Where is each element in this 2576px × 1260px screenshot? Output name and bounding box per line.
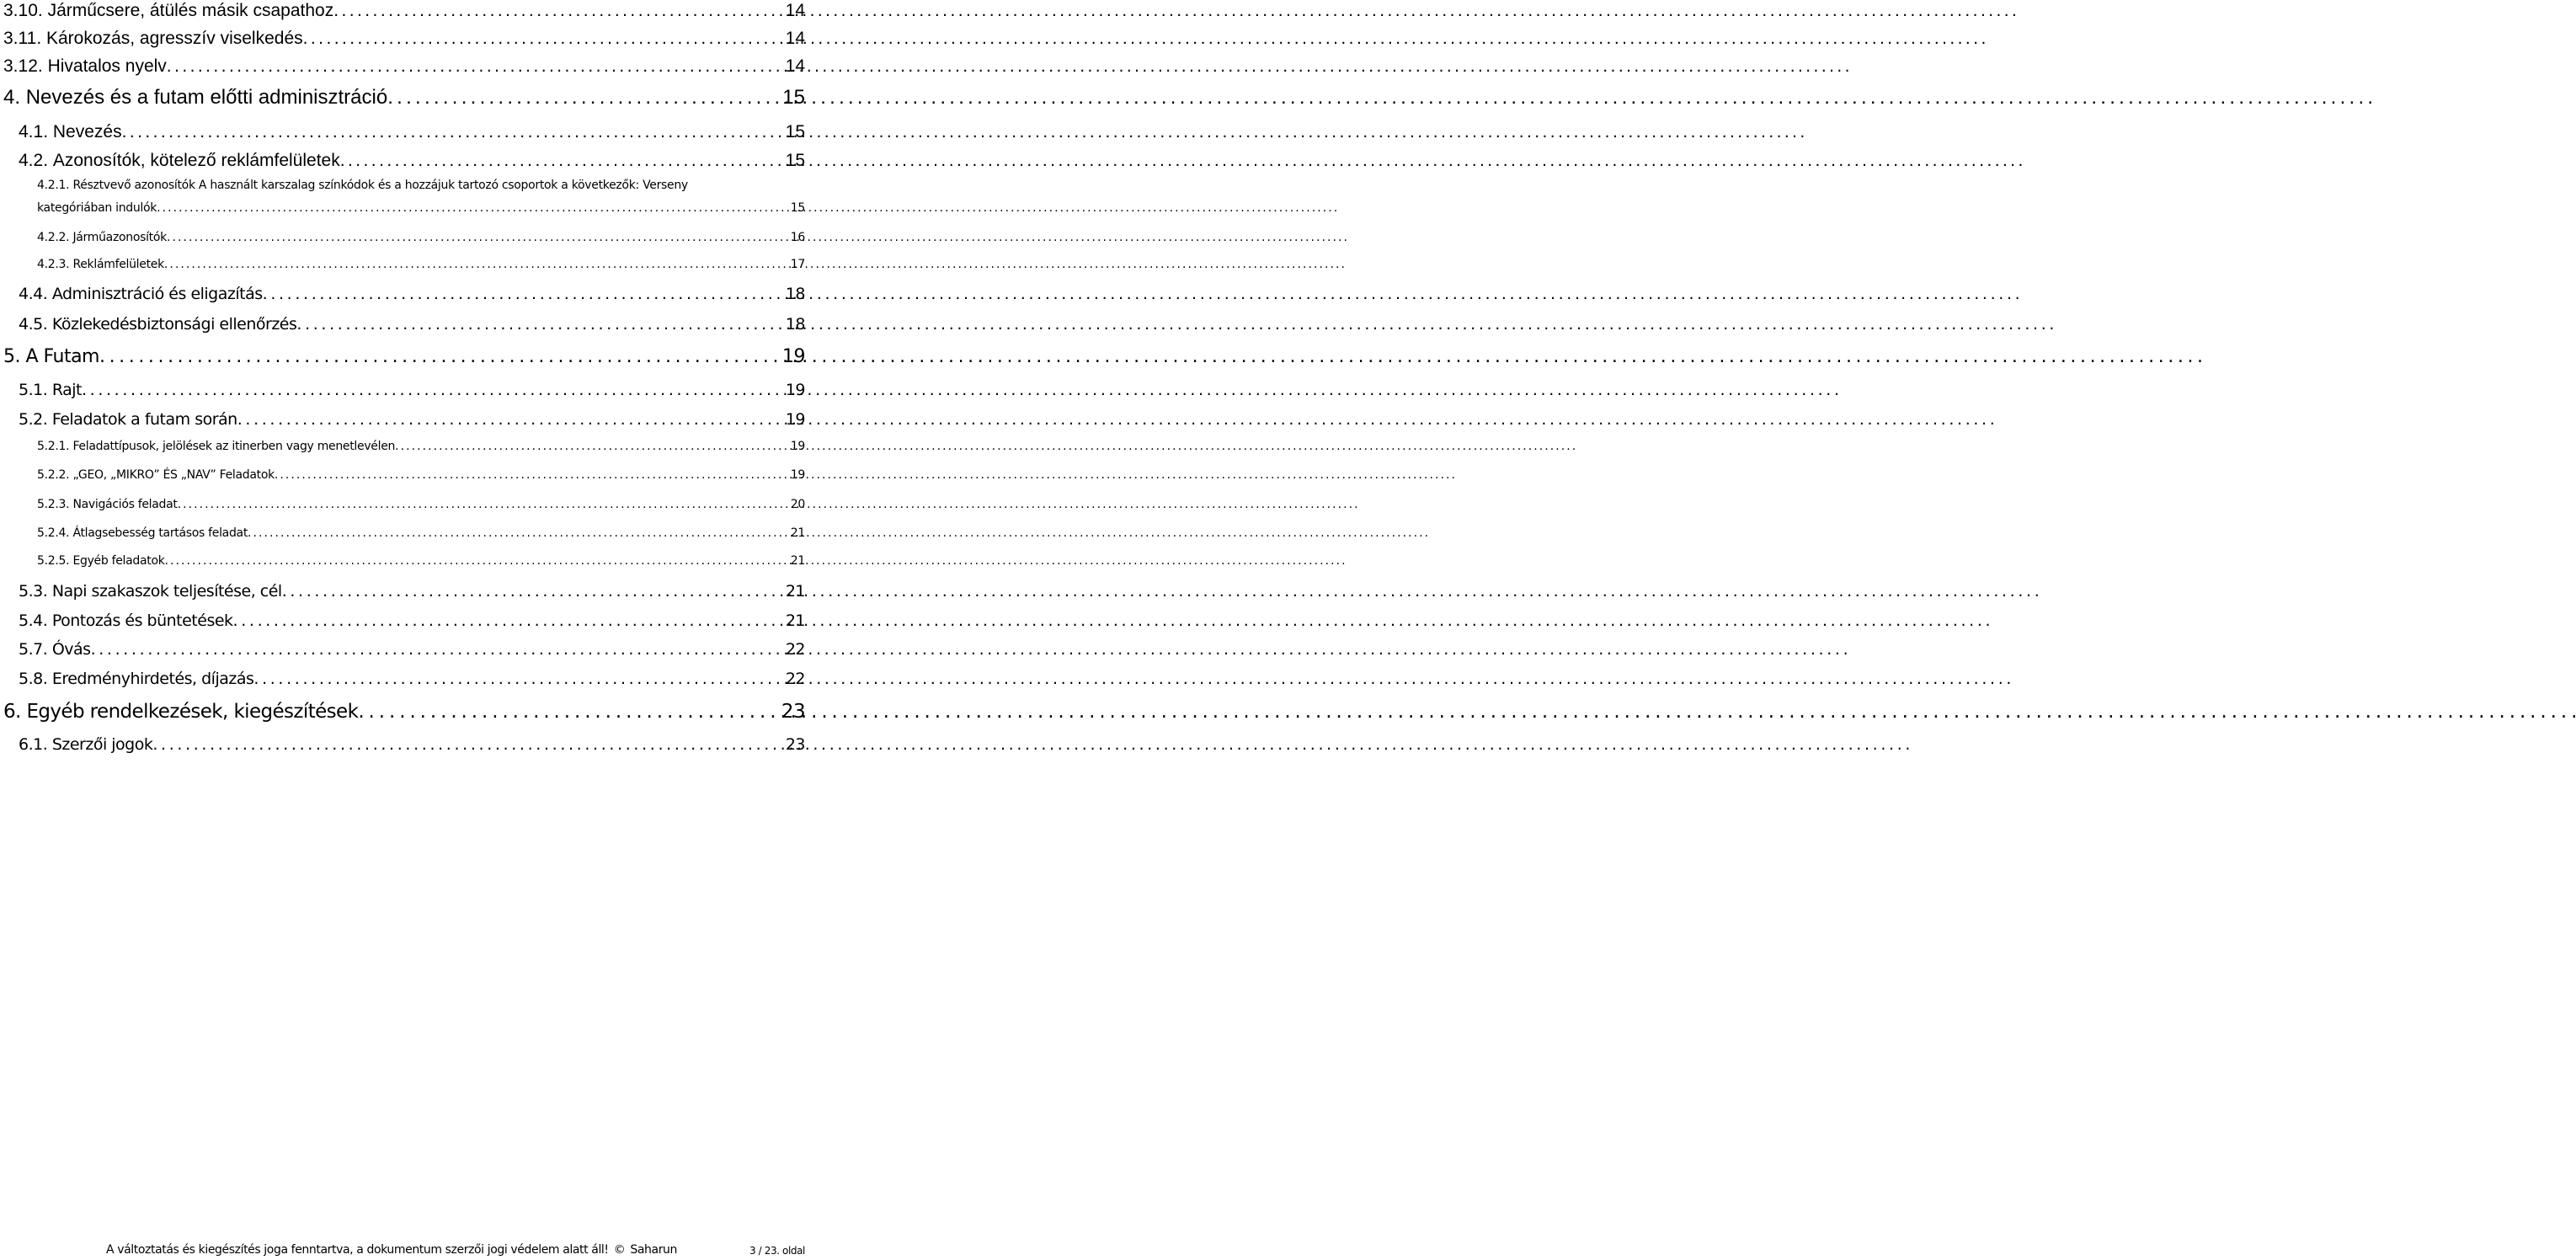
toc-entry-title: Szerzői jogok — [51, 735, 153, 754]
toc-entry[interactable] — [37, 232, 805, 243]
toc-entry-title: Egyéb feladatok — [72, 554, 165, 568]
toc-entry[interactable] — [19, 642, 805, 658]
toc-entry[interactable] — [37, 202, 805, 214]
toc-entry-page: 20 — [790, 498, 805, 511]
toc-entry-title: Közlekedésbiztonsági ellenőrzés — [51, 315, 297, 334]
toc-entry-number: 4.2.1. — [37, 179, 70, 192]
toc-entry-page: 14 — [785, 29, 805, 48]
toc-entry-number: 4.1. — [19, 122, 49, 141]
toc-entry-title: Pontozás és büntetések — [51, 611, 233, 630]
toc-entry-title: Óvás — [51, 640, 91, 659]
toc-entry-page: 19 — [790, 468, 805, 482]
toc-entry[interactable] — [19, 123, 805, 141]
toc-entry-page: 19 — [785, 410, 805, 429]
toc-entry-page: 21 — [790, 526, 805, 540]
toc-entry[interactable] — [37, 469, 805, 481]
toc-entry-page: 19 — [785, 381, 805, 399]
toc-dot-leader — [91, 642, 782, 658]
toc-entry-page: 18 — [785, 285, 805, 303]
toc-entry-title: „GEO, „MIKRO” ÉS „NAV” Feladatok — [72, 468, 275, 482]
toc-dot-leader — [296, 317, 781, 333]
toc-dot-leader — [253, 671, 781, 687]
toc-dot-leader — [233, 613, 782, 629]
toc-entry-page: 19 — [782, 346, 805, 367]
toc-entry-page: 18 — [785, 315, 805, 334]
toc-entry-page: 23 — [785, 735, 805, 754]
toc-entry-number: 4.2.3. — [37, 258, 70, 271]
toc-dot-leader — [122, 123, 782, 141]
toc-entry-number: 3.11. — [3, 29, 42, 48]
toc-entry-page: 15 — [790, 201, 805, 215]
toc-entry[interactable] — [37, 499, 805, 510]
toc-entry[interactable] — [19, 382, 805, 398]
toc-entry[interactable] — [19, 317, 805, 333]
toc-entry-page: 21 — [785, 611, 805, 630]
toc-entry-number: 4.2.2. — [37, 231, 70, 244]
toc-entry-number: 4.2. — [19, 151, 49, 170]
toc-entry-page: 15 — [782, 86, 805, 109]
toc-entry-title: Azonosítók, kötelező reklámfelületek — [52, 151, 340, 170]
toc-entry-number: 5.3. — [19, 582, 48, 601]
toc-entry[interactable] — [3, 702, 805, 722]
toc-entry-number: 3.12. — [3, 56, 43, 76]
toc-entry-page: 15 — [785, 122, 805, 141]
toc-dot-leader — [157, 202, 787, 214]
toc-entry-page: 22 — [785, 670, 805, 688]
toc-entry-wrapped-first-line[interactable] — [37, 179, 688, 191]
toc-entry-number: 6. — [3, 701, 21, 723]
toc-dot-leader — [282, 584, 782, 600]
toc-entry-title: Rajt — [51, 381, 82, 399]
toc-entry-title: Hivatalos nyelv — [47, 56, 167, 76]
toc-entry-page: 21 — [790, 554, 805, 568]
toc-dot-leader — [303, 29, 782, 47]
toc-entry[interactable] — [37, 440, 805, 452]
toc-entry[interactable] — [19, 584, 805, 600]
toc-entry-title: A Futam — [25, 346, 99, 367]
toc-entry-number: 5.2.2. — [37, 468, 70, 482]
toc-entry-page: 14 — [785, 56, 805, 76]
toc-entry-title: Károkozás, agresszív viselkedés — [46, 29, 303, 48]
toc-entry-title: Reklámfelületek — [72, 258, 164, 271]
toc-entry-title: Egyéb rendelkezések, kiegészítések — [26, 701, 359, 723]
page-number: 3 / 23. oldal — [749, 1245, 805, 1257]
toc-dot-leader — [333, 2, 781, 19]
toc-entry-number: 3.10. — [3, 1, 43, 20]
toc-entry-number: 4. — [3, 86, 21, 109]
toc-entry-title: Eredményhirdetés, díjazás — [51, 670, 254, 688]
toc-entry-page: 23 — [781, 701, 805, 723]
toc-entry[interactable] — [3, 348, 805, 366]
toc-dot-leader — [152, 737, 781, 753]
toc-entry[interactable] — [19, 613, 805, 629]
toc-entry[interactable] — [37, 259, 805, 270]
toc-entry-page: 17 — [790, 258, 805, 271]
toc-entry[interactable] — [3, 88, 805, 108]
toc-entry-number: 5.2.1. — [37, 440, 70, 453]
toc-entry-number: 5. — [3, 346, 20, 367]
toc-entry-title: Napi szakaszok teljesítése, cél — [51, 582, 282, 601]
toc-entry[interactable] — [37, 527, 805, 539]
toc-entry-title: Adminisztráció és eligazítás — [51, 285, 263, 303]
toc-entry-title: Navigációs feladat — [72, 498, 178, 511]
toc-dot-leader — [395, 440, 787, 452]
toc-dot-leader — [387, 88, 779, 108]
footer-notice — [106, 1243, 677, 1257]
toc-entry-number: 6.1. — [19, 735, 48, 754]
table-of-contents — [0, 0, 808, 1258]
toc-entry-number: 4.5. — [19, 315, 48, 334]
toc-entry-page: 22 — [785, 640, 805, 659]
toc-entry-page: 15 — [785, 151, 805, 170]
toc-entry-number: 5.7. — [19, 640, 48, 659]
copyright-icon: © — [613, 1243, 626, 1257]
toc-entry[interactable] — [19, 152, 805, 169]
toc-entry-number: 4.4. — [19, 285, 48, 303]
toc-dot-leader — [340, 152, 782, 169]
toc-entry-number: 5.2. — [19, 410, 48, 429]
footer-rights-text: A változtatás és kiegészítés joga fenntartva, a dokumentum szerzői jogi védelem alatt áll! — [106, 1243, 609, 1257]
toc-entry[interactable] — [3, 2, 805, 19]
toc-entry-number: 5.1. — [19, 381, 48, 399]
toc-dot-leader — [167, 57, 782, 75]
toc-dot-leader — [167, 232, 787, 243]
toc-dot-leader — [275, 469, 787, 481]
toc-entry-title: Feladatok a futam során — [51, 410, 237, 429]
toc-entry[interactable] — [19, 737, 805, 753]
toc-dot-leader — [164, 259, 787, 270]
toc-dot-leader — [237, 412, 782, 428]
toc-entry-page: 19 — [790, 440, 805, 453]
toc-entry[interactable] — [3, 57, 805, 75]
page-footer — [0, 1243, 808, 1260]
toc-entry-number: 5.2.4. — [37, 526, 70, 540]
toc-dot-leader — [165, 555, 787, 567]
toc-entry-page: 16 — [790, 231, 805, 244]
toc-dot-leader — [82, 382, 782, 398]
toc-dot-leader — [178, 499, 787, 510]
toc-entry[interactable] — [19, 412, 805, 428]
toc-entry-title: Résztvevő azonosítók A használt karszalag színkódok és a hozzájuk tartozó csoportok a következők: Verseny — [72, 179, 688, 192]
toc-entry[interactable] — [19, 286, 805, 302]
toc-entry[interactable] — [3, 29, 805, 47]
toc-dot-leader — [263, 286, 782, 302]
toc-entry-title: Nevezés — [52, 122, 122, 141]
toc-entry-title: Járműcsere, átülés másik csapathoz — [47, 1, 334, 20]
toc-entry[interactable] — [37, 555, 805, 567]
toc-entry-title: Nevezés és a futam előtti adminisztráció — [25, 86, 388, 109]
toc-entry-page: 14 — [785, 1, 805, 20]
toc-dot-leader — [248, 527, 787, 539]
toc-entry-title: Feladattípusok, jelölések az itinerben vagy menetlevélen — [72, 440, 396, 453]
toc-entry-number: 5.2.5. — [37, 554, 70, 568]
toc-dot-leader — [99, 348, 779, 366]
toc-entry-title: Járműazonosítók — [72, 231, 167, 244]
toc-entry-number: 5.4. — [19, 611, 48, 630]
toc-entry-number: 5.2.3. — [37, 498, 70, 511]
toc-entry[interactable] — [19, 671, 805, 687]
toc-entry-number: 5.8. — [19, 670, 48, 688]
toc-entry-title: Átlagsebesség tartásos feladat — [72, 526, 248, 540]
toc-entry-page: 21 — [785, 582, 805, 601]
footer-author: Saharun — [630, 1243, 677, 1257]
toc-entry-title-continuation: kategóriában indulók — [37, 201, 157, 215]
toc-dot-leader — [358, 702, 778, 722]
